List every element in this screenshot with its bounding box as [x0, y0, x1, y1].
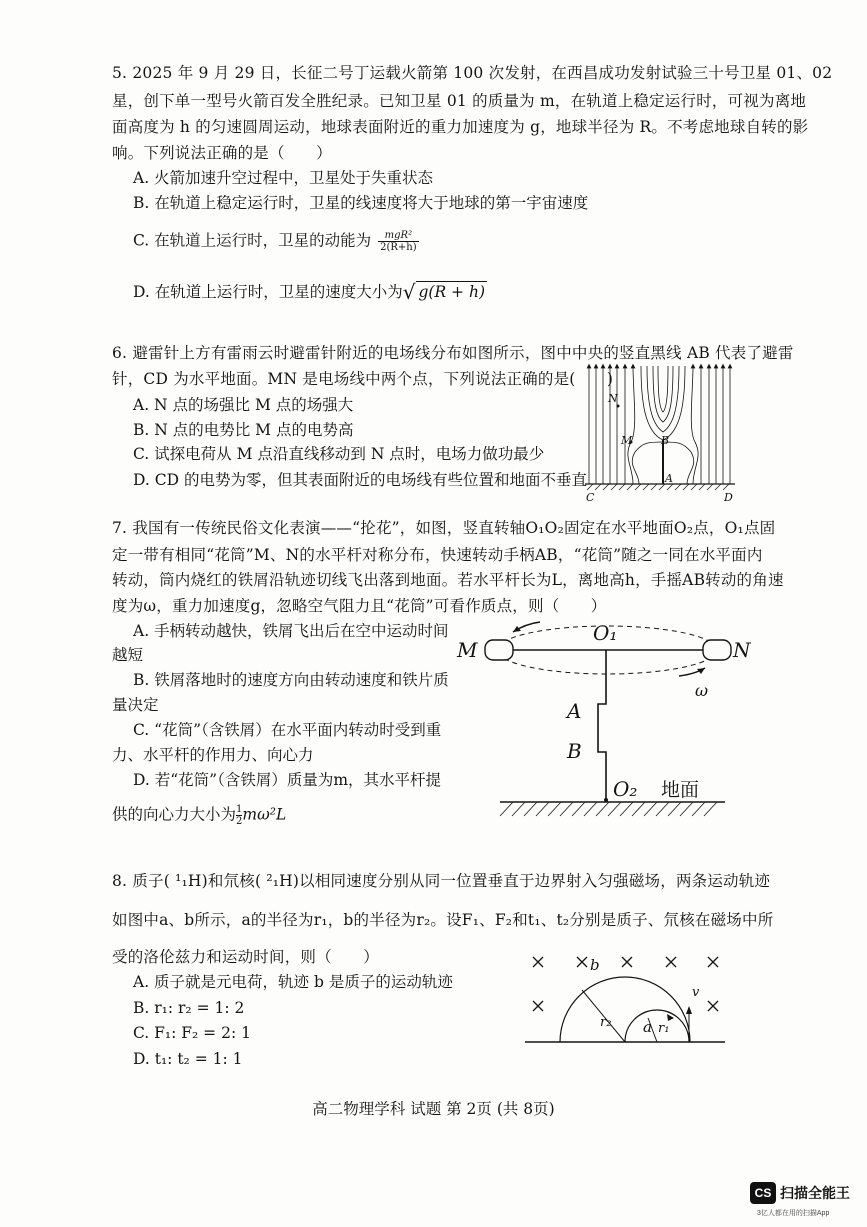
q7-option-a-2: 越短: [112, 646, 144, 664]
q7-option-b-1: B. 铁屑落地时的速度方向由转动速度和铁片质: [133, 671, 449, 689]
q5-line1: 5. 2025 年 9 月 29 日，长征二号丁运载火箭第 100 次发射，在西昌成功发射试验三十号卫星 01、02: [112, 64, 833, 82]
q5-option-c-denominator: 2(R+h): [380, 242, 417, 253]
q7-line1: 7. 我国有一传统民俗文化表演——“抡花”，如图，竖直转轴O₁O₂固定在水平地面O₂点，O₁点固: [112, 519, 776, 537]
q6-option-b: B. N 点的电势比 M 点的电势高: [133, 421, 354, 439]
label-O2: O₂: [613, 777, 638, 801]
q8-option-c: C. F₁: F₂ = 2: 1: [133, 1024, 251, 1042]
q8-line1: 8. 质子( ¹₁H)和氘核( ²₁H)以相同速度分别从同一位置垂直于边界射入匀强磁场，两条运动轨迹: [112, 872, 771, 890]
q5-option-c-fraction: [378, 230, 419, 253]
label-r1: r₁: [658, 1021, 670, 1036]
q7-option-b-2: 量决定: [112, 696, 159, 714]
half-fraction: $\frac{1}{2}$: [236, 804, 243, 827]
q7-option-a-1: A. 手柄转动越快，铁屑飞出后在空中运动时间: [133, 622, 449, 640]
label-omega: ω: [695, 681, 709, 700]
q8-option-d: D. t₁: t₂ = 1: 1: [133, 1050, 243, 1068]
q7-option-d-2-expression: mω²L: [242, 805, 287, 824]
q7-option-c-1: C. “花筒”（含铁屑）在水平面内转动时受到重: [133, 721, 442, 739]
q6-option-c: C. 试探电荷从 M 点沿直线移动到 N 点时，电场力做功最少: [133, 445, 545, 463]
q8-option-a: A. 质子就是元电荷，轨迹 b 是质子的运动轨迹: [133, 973, 453, 991]
q5-option-b: B. 在轨道上稳定运行时，卫星的线速度将大于地球的第一宇宙速度: [133, 194, 589, 212]
scanner-watermark: [750, 1180, 850, 1220]
q5-option-d: [133, 281, 487, 302]
label-B: B: [661, 434, 670, 447]
q6-line1: 6. 避雷针上方有雷雨云时避雷针附近的电场线分布如图所示，图中中央的竖直黑线 AB 代表了避雷: [112, 344, 794, 362]
spinning-fireworks-diagram: [455, 612, 755, 824]
label-b: b: [590, 956, 600, 974]
magnetic-field-trajectory-diagram: [520, 948, 735, 1048]
q8-line3: 受的洛伦兹力和运动时间，则（ ）: [112, 948, 379, 966]
label-r2: r₂: [600, 1015, 612, 1030]
q6-option-a: A. N 点的场强比 M 点的场强大: [133, 396, 354, 414]
q5-option-a: A. 火箭加速升空过程中，卫星处于失重状态: [133, 169, 434, 187]
label-B: B: [567, 739, 582, 763]
camscanner-tagline: 3亿人都在用的扫描App: [757, 1210, 830, 1217]
q7-option-c-2: 力、水平杆的作用力、向心力: [112, 746, 314, 764]
q7-option-d-1: D. 若“花筒”（含铁屑）质量为m，其水平杆提: [133, 771, 442, 789]
q6-line2: 针，CD 为水平地面。MN 是电场线中两个点，下列说法正确的是( ): [112, 370, 614, 388]
q8-option-b: B. r₁: r₂ = 1: 2: [133, 999, 245, 1017]
q7-line3: 转动，筒内烧红的铁屑沿轨迹切线飞出落到地面。若水平杆长为L，离地高h，手摇AB转动的角速: [112, 571, 784, 589]
q5-option-d-text: D. 在轨道上运行时，卫星的速度大小为: [133, 283, 403, 301]
sqrt-sign-icon: √: [402, 280, 416, 304]
q5-option-c-text: C. 在轨道上运行时，卫星的动能为: [133, 231, 372, 250]
q7-option-d-2-text: 供的向心力大小为: [112, 805, 237, 824]
label-N: N: [608, 392, 618, 405]
q5-option-d-radicand: g(R + h): [418, 283, 485, 301]
label-M: M: [457, 638, 478, 662]
q7-option-d-2: [112, 804, 286, 827]
label-O1: O₁: [593, 621, 618, 645]
q5-line4: 响。下列说法正确的是（ ）: [112, 144, 332, 162]
q5-line2: 星，创下单一型号火箭百发全胜纪录。已知卫星 01 的质量为 m，在轨道上稳定运行时，可视为离地: [112, 92, 807, 110]
q7-line4: 度为ω，重力加速度g，忽略空气阻力且“花筒”可看作质点，则（ ）: [112, 597, 607, 615]
q5-option-c-numerator: mgR²: [378, 230, 419, 242]
q8-line2: 如图中a、b所示，a的半径为r₁，b的半径为r₂。设F₁、F₂和t₁、t₂分别是质子、氘核在磁场中所: [112, 911, 774, 929]
label-A: A: [665, 472, 673, 485]
q7-line2: 定一带有相同“花筒”M、N的水平杆对称分布，快速转动手柄AB，“花筒”随之一同在水平面内: [112, 546, 763, 564]
label-ground: 地面: [661, 779, 700, 801]
camscanner-logo-icon: CS: [750, 1182, 776, 1204]
page-footer: 高二物理学科 试题 第 2页 (共 8页): [312, 1100, 555, 1118]
label-A: A: [567, 699, 582, 723]
label-a: a: [643, 1018, 652, 1036]
label-v: v: [692, 985, 700, 1000]
camscanner-name: 扫描全能王: [780, 1185, 850, 1201]
label-D: D: [724, 491, 733, 504]
label-N: N: [733, 638, 751, 662]
lightning-rod-field-diagram: [583, 362, 743, 504]
label-C: C: [586, 491, 595, 504]
label-M: M: [621, 434, 633, 447]
q6-option-d: D. CD 的电势为零，但其表面附近的电场线有些位置和地面不垂直: [133, 471, 587, 489]
q5-option-c: [133, 230, 419, 253]
q5-line3: 面高度为 h 的匀速圆周运动，地球表面附近的重力加速度为 g，地球半径为 R。不考虑地球自转的影: [112, 118, 809, 136]
